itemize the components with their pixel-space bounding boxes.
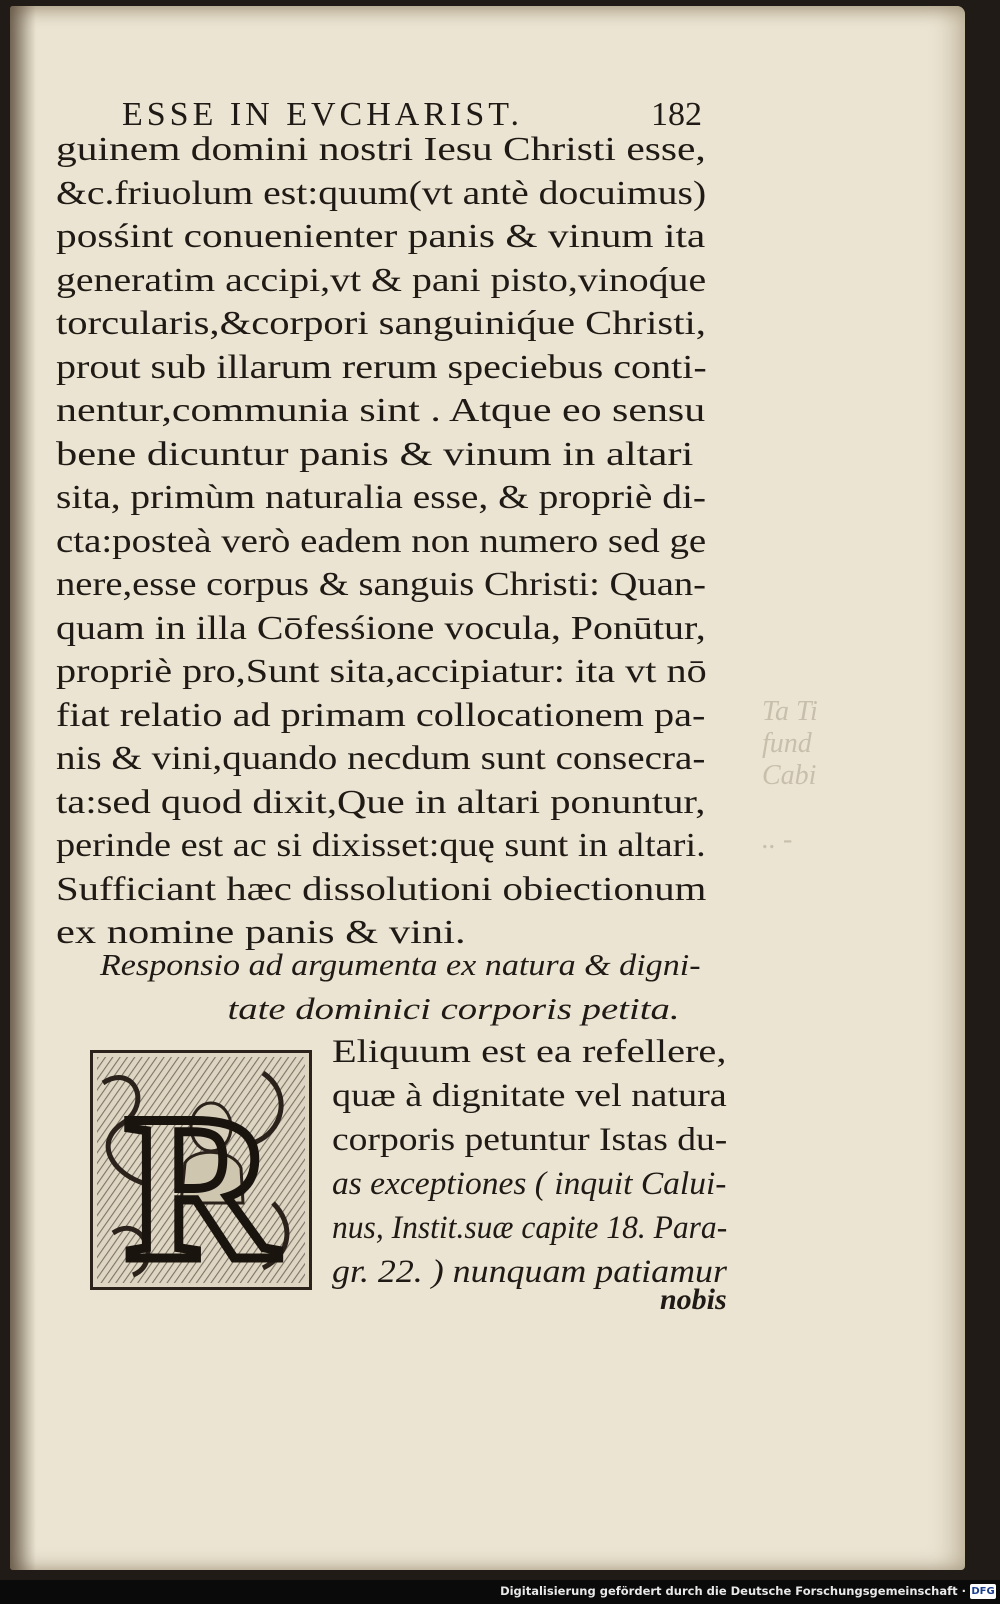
gutter-shadow (10, 6, 36, 1570)
text-line: quæ à dignitate vel natura (332, 1078, 727, 1114)
initial-letter: R (125, 1072, 277, 1287)
text-line: nentur,communia sint . Atque eo sensu (56, 392, 706, 429)
text-line: nus, Instit.suæ capite 18. Para- (332, 1210, 728, 1246)
paragraph-text (332, 1030, 752, 1294)
dfg-logo-icon: DFG (971, 1586, 995, 1597)
heading-line: Responsio ad argumenta ex natura & digni- (100, 947, 701, 982)
text-line: sita, primùm naturalia esse, & propriè di- (56, 479, 707, 516)
text-line: propriè pro,Sunt sita,accipiatur: ita vt nō (56, 653, 707, 690)
credit-bar (0, 1580, 1000, 1604)
show-through-marks: Ta Ti fund Cabi .. - (762, 696, 818, 855)
woodcut-initial-svg (93, 1053, 309, 1287)
decorated-initial (90, 1050, 312, 1290)
text-line: gr. 22. ) nunquam patiamur (332, 1254, 727, 1290)
heading-line: tate dominici corporis petita. (227, 991, 680, 1026)
text-line: nis & vini,quando necdum sunt consecra- (56, 740, 706, 777)
text-line: as exceptiones ( inquit Calui- (332, 1166, 727, 1202)
page-number: 182 (651, 96, 702, 133)
text-line: Sufficiant hæc dissolutioni obiectionum (56, 870, 707, 908)
text-line: corporis petuntur Istas du- (332, 1122, 728, 1158)
running-title: ESSE IN EVCHARIST. (122, 96, 523, 133)
text-line: guinem domini nostri Iesu Christi esse, (56, 131, 706, 168)
text-line: quam in illa Cōfesśione vocula, Ponūtur, (56, 609, 706, 647)
text-line: posśint conuenienter panis & vinum ita (56, 218, 706, 255)
text-line: ex nomine panis & vini. (56, 914, 466, 951)
body-text (56, 128, 736, 955)
text-line: ta:sed quod dixit,Que in altari ponuntur, (56, 783, 706, 821)
catchword: nobis (660, 1283, 727, 1316)
text-line: &c.friuolum est:quum(vt antè docuimus) (56, 174, 707, 212)
text-line: generatim accipi,vt & pani pisto,vinoq́ue (56, 261, 707, 299)
text-line: perinde est ac si dixisset:quę sunt in altari. (56, 827, 706, 864)
text-line: Eliquum est ea refellere, (332, 1034, 727, 1070)
text-line: torcularis,&corpori sanguiniq́ue Christi, (56, 305, 706, 342)
text-line: bene dicuntur panis & vinum in altari (56, 435, 694, 473)
section-heading (100, 943, 720, 1031)
text-line: fiat relatio ad primam collocationem pa- (56, 696, 706, 734)
text-line: cta:posteà verò eadem non numero sed ge (56, 522, 707, 560)
funding-credit: Digitalisierung gefördert durch die Deutsche Forschungsgemeinschaft · (500, 1584, 966, 1598)
text-line: prout sub illarum rerum speciebus conti- (56, 348, 707, 386)
text-line: nere,esse corpus & sanguis Christi: Quan- (56, 566, 707, 603)
